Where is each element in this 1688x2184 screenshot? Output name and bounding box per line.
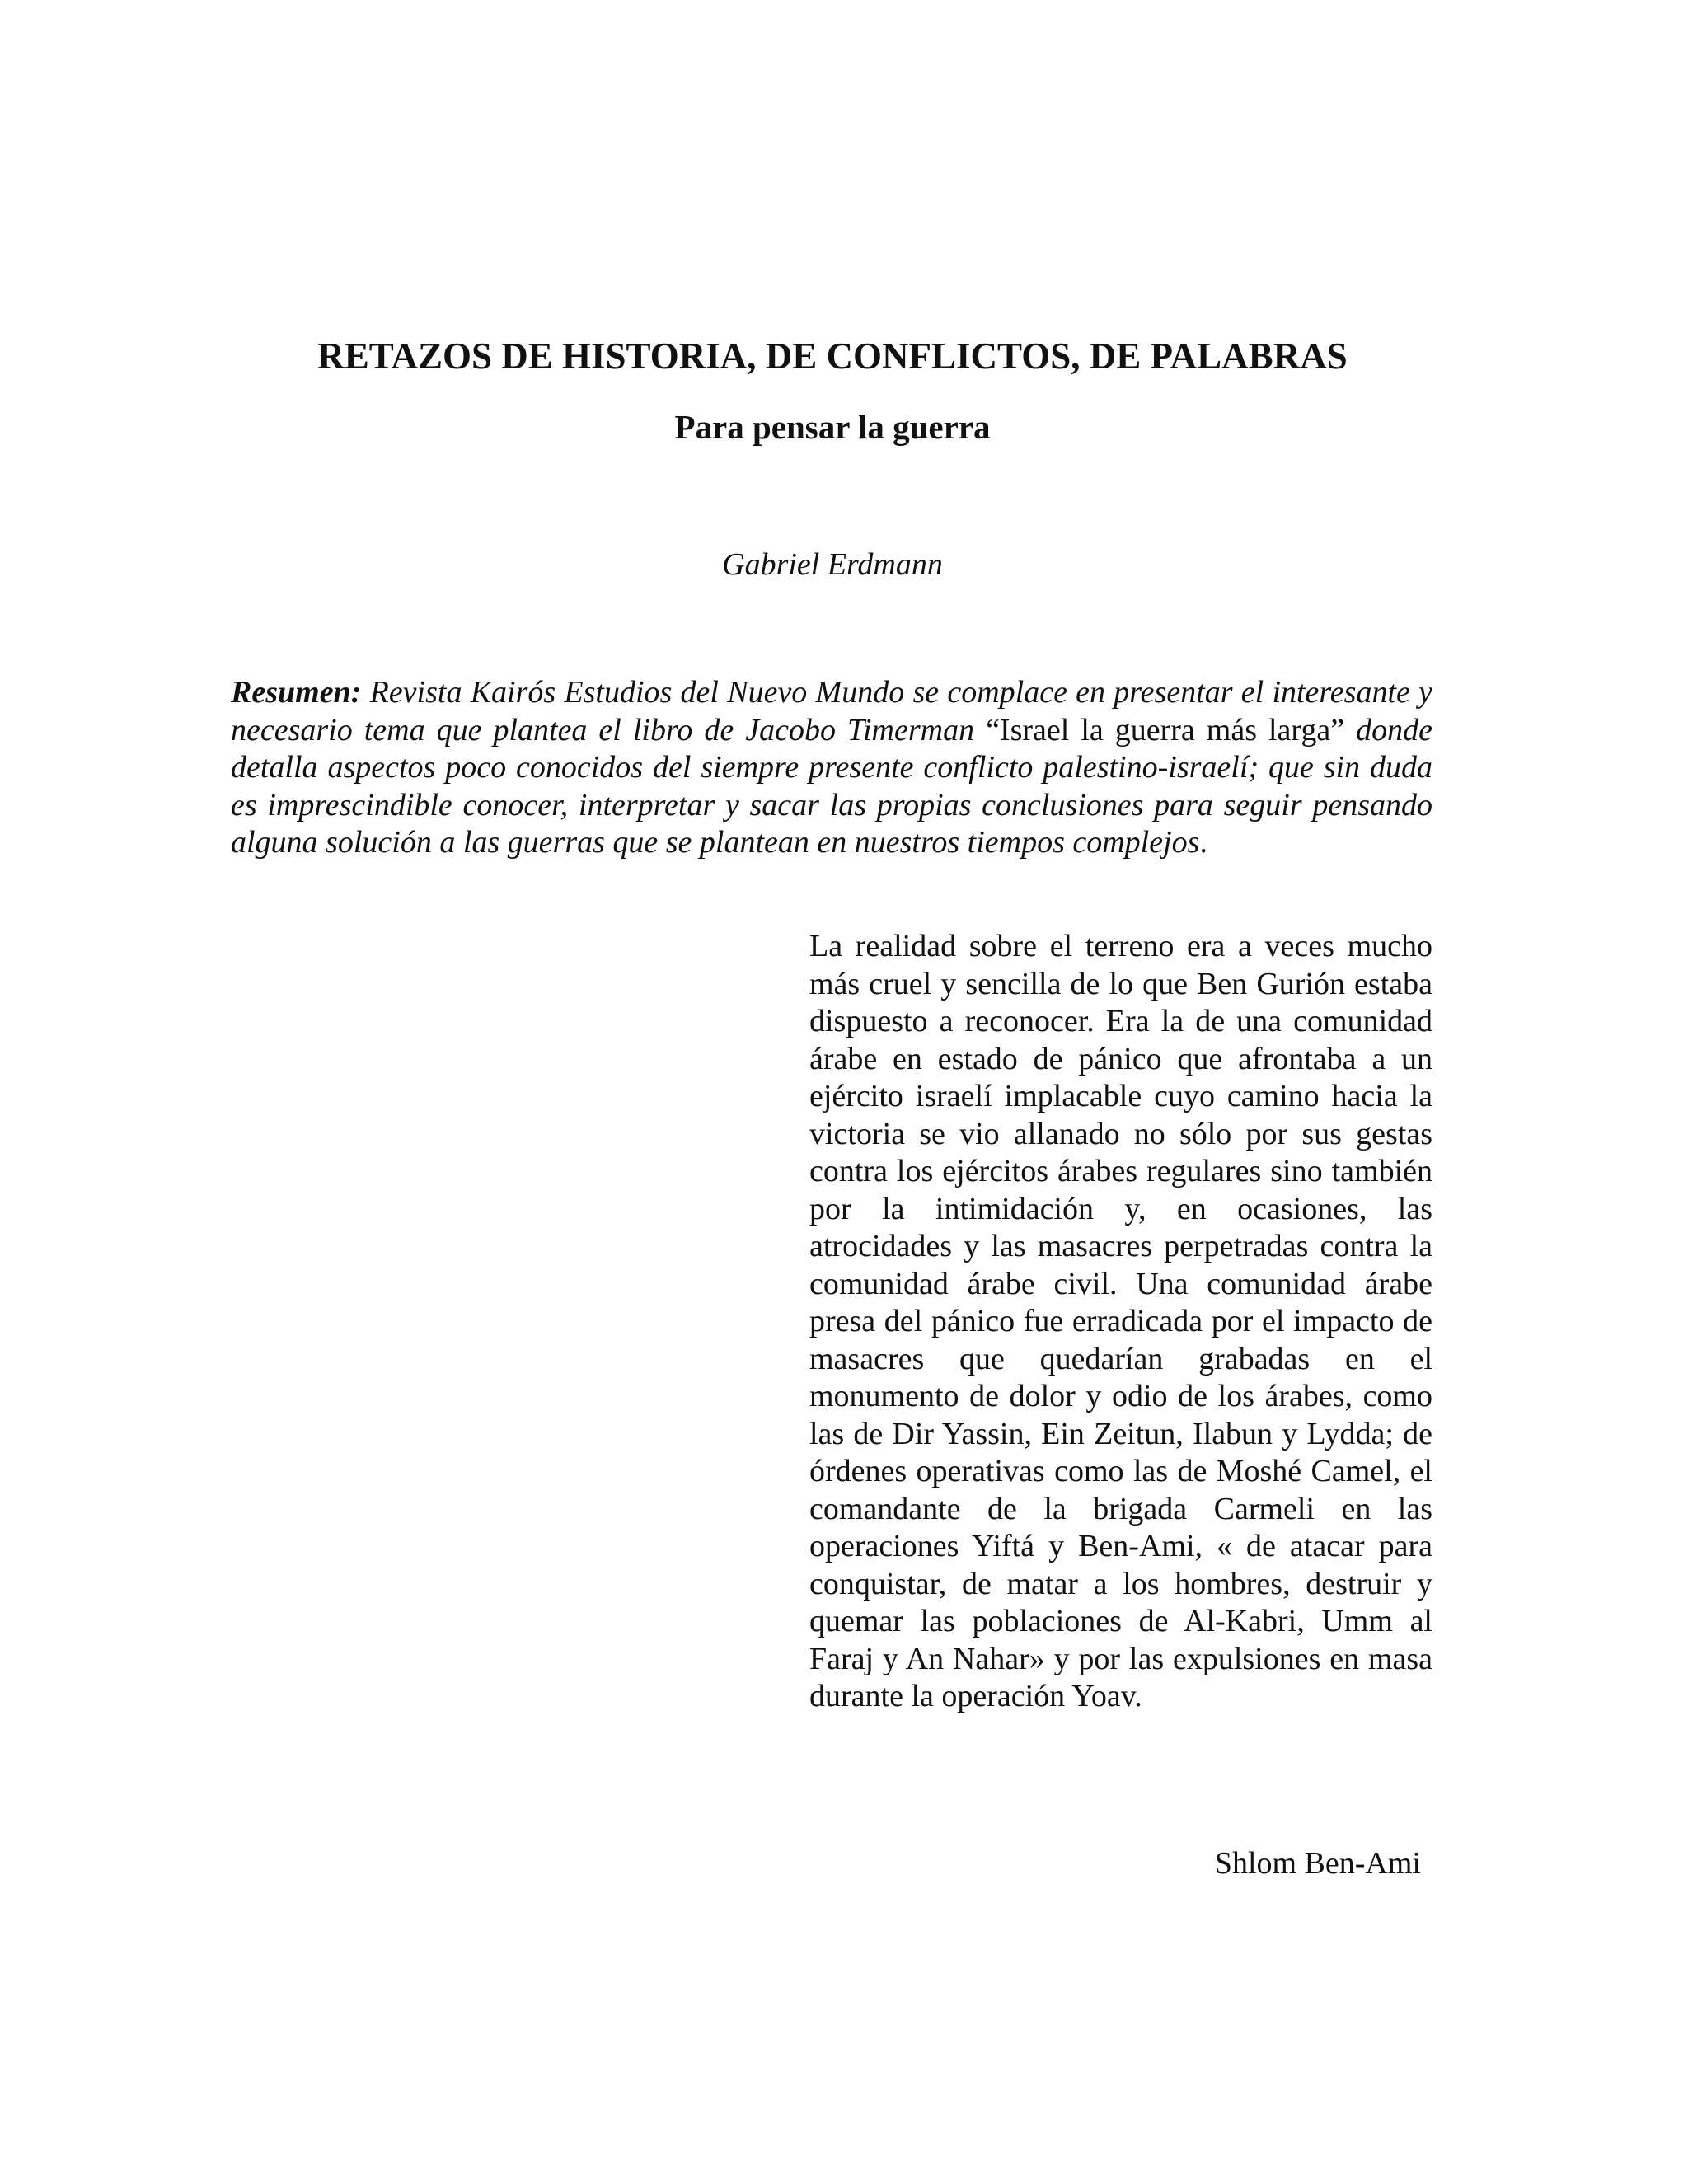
epigraph-attribution: Shlom Ben-Ami: [1214, 1846, 1421, 1881]
abstract-book-title: “Israel la guerra más larga”: [986, 712, 1345, 748]
abstract-text-part1: Revista Kairós Estudios del Nuevo Mundo se complace en presentar el interesante y necesario tema que plantea el libro de Jacobo Timerman: [231, 675, 1432, 748]
author-name: Gabriel Erdmann: [722, 547, 943, 582]
article-title: RETAZOS DE HISTORIA, DE CONFLICTOS, DE PALABRAS: [317, 335, 1348, 377]
abstract-text-part2: donde detalla aspectos poco conocidos del siempre presente conflicto palestino-israelí; que sin duda es imprescindible conocer, interpretar y sacar las propias conclusiones para seguir pensando alguna solución a las guerras que se plantean en nuestros tiempos complejos: [231, 712, 1432, 860]
epigraph-quote: La realidad sobre el terreno era a veces mucho más cruel y sencilla de lo que Ben Gurión estaba dispuesto a reconocer. Era la de una comunidad árabe en estado de pánico que afrontaba a un ejército israelí implacable cuyo camino hacia la victoria se vio allanado no sólo por sus gestas contra los ejércitos árabes regulares sino también por la intimidación y, en ocasiones, las atrocidades y las masacres perpetradas contra la comunidad árabe civil. Una comunidad árabe presa del pánico fue erradicada por el impacto de masacres que quedarían grabadas en el monumento de dolor y odio de los árabes, como las de Dir Yassin, Ein Zeitun, Ilabun y Lydda; de órdenes operativas como las de Moshé Camel, el comandante de la brigada Carmeli en las operaciones Yiftá y Ben-Ami, « de atacar para conquistar, de matar a los hombres, destruir y quemar las poblaciones de Al-Kabri, Umm al Faraj y An Nahar» y por las expulsiones en masa durante la operación Yoav.: [809, 929, 1432, 1713]
article-subtitle: Para pensar la guerra: [674, 408, 991, 446]
abstract-end-period: .: [1199, 825, 1207, 860]
abstract-label: Resumen:: [231, 675, 362, 710]
abstract-paragraph: [231, 674, 1432, 862]
